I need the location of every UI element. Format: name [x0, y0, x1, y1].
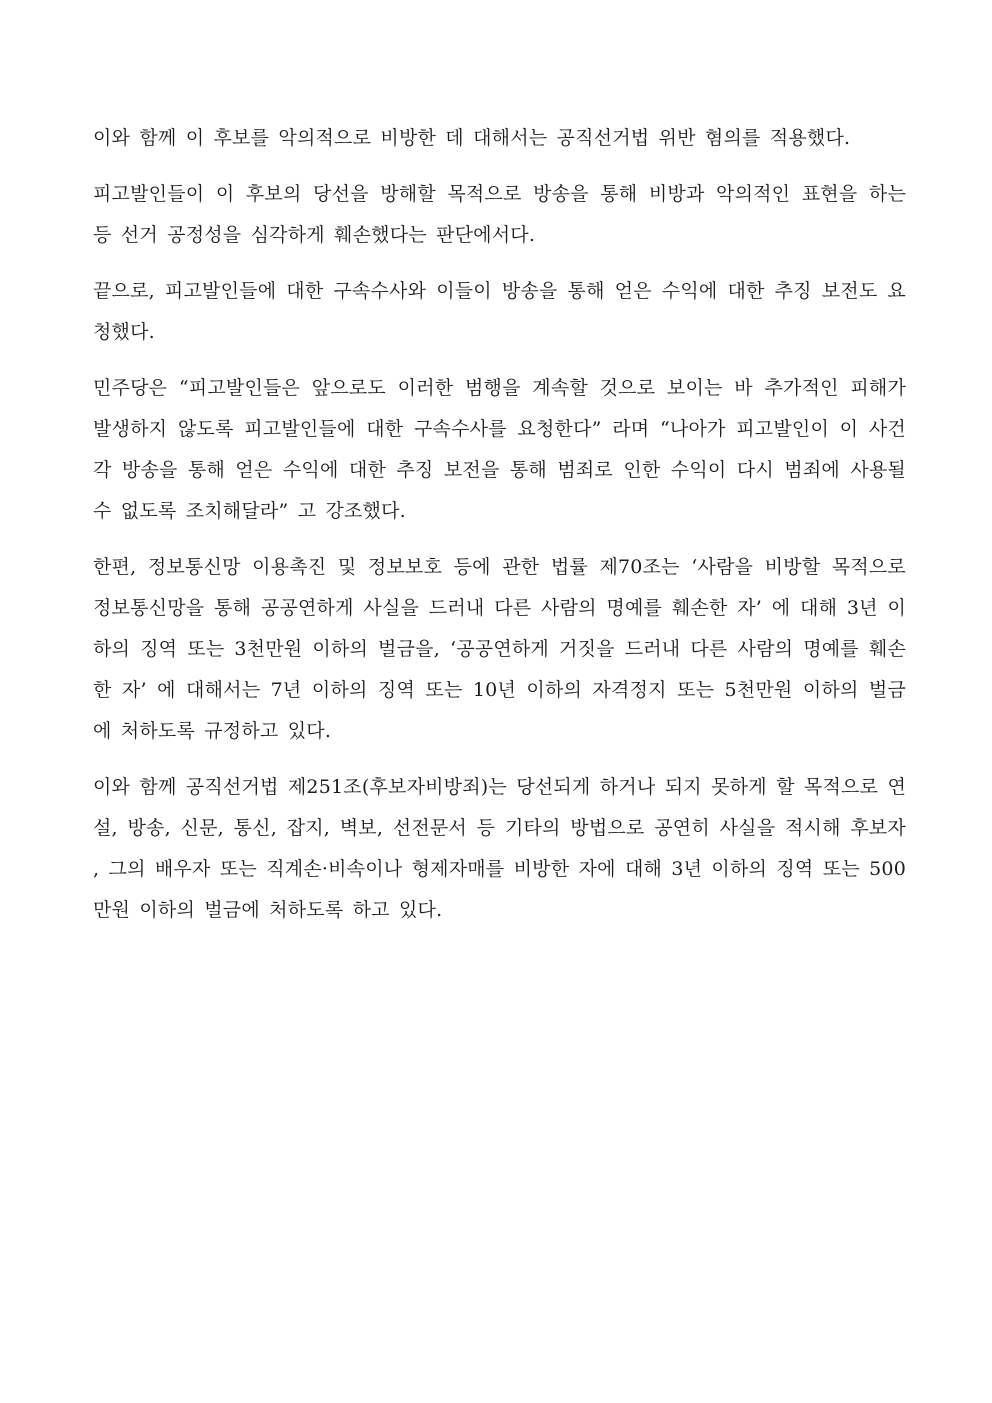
paragraph-information-network-act-article70: 한편, 정보통신망 이용촉진 및 정보보호 등에 관한 법률 제70조는 ‘사람을 비방할 목적으로 정보통신망을 통해 공공연하게 사실을 드러내 다른 사람의 명예를 훼손한 자’ 에 대해 3년 이하의 징역 또는 3천만원 이하의 벌금을, ‘공공연하게 거짓을 드러내 다른 사람의 명예를 훼손한 자’ 에 대해서는 7년 이하의 징역 또는 10년 이하의 자격정지 또는 5천만원 이하의 벌금에 처하도록 규정하고 있다.: [93, 556, 906, 742]
paragraph-election-act-article251: 이와 함께 공직선거법 제251조(후보자비방죄)는 당선되게 하거나 되지 못하게 할 목적으로 연설, 방송, 신문, 통신, 잡지, 벽보, 선전문서 등 기타의 방법으로 공연히 사실을 적시해 후보자, 그의 배우자 또는 직계손·비속이나 형제자매를 비방한 자에 대해 3년 이하의 징역 또는 500만원 이하의 벌금에 처하도록 하고 있다.: [93, 776, 906, 921]
document-text-block: [93, 118, 906, 946]
paragraph-fairness-damage-judgment: 피고발인들이 이 후보의 당선을 방해할 목적으로 방송을 통해 비방과 악의적인 표현을 하는 등 선거 공정성을 심각하게 훼손했다는 판단에서다.: [93, 183, 906, 246]
paragraph-arrest-and-forfeiture-request: 끝으로, 피고발인들에 대한 구속수사와 이들이 방송을 통해 얻은 수익에 대한 추징 보전도 요청했다.: [93, 280, 906, 343]
paragraph-party-statement-quote: 민주당은 “피고발인들은 앞으로도 이러한 범행을 계속할 것으로 보이는 바 추가적인 피해가 발생하지 않도록 피고발인들에 대한 구속수사를 요청한다” 라며 “나아가 피고발인이 이 사건 각 방송을 통해 얻은 수익에 대한 추징 보전을 통해 범죄로 인한 수익이 다시 범죄에 사용될 수 없도록 조치해달라” 고 강조했다.: [93, 377, 906, 522]
paragraph-election-law-charge: 이와 함께 이 후보를 악의적으로 비방한 데 대해서는 공직선거법 위반 혐의를 적용했다.: [93, 127, 851, 149]
